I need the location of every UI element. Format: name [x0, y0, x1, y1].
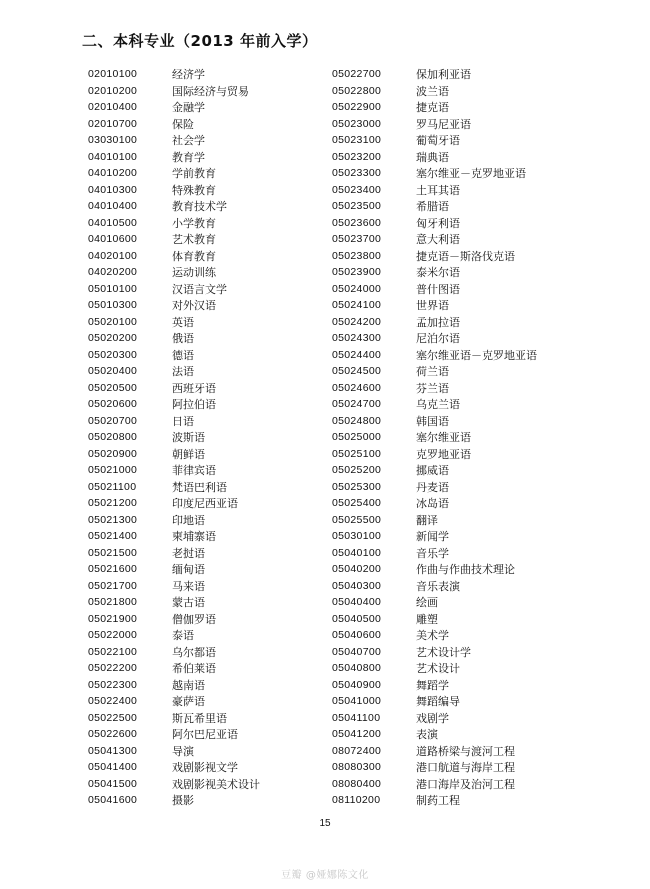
list-item [88, 413, 260, 430]
major-name: 经济学 [172, 68, 205, 82]
major-name: 豪萨语 [172, 695, 205, 709]
major-code: 05041500 [88, 777, 138, 790]
major-code: 04010600 [88, 233, 138, 246]
major-name: 老挝语 [172, 546, 205, 560]
major-name: 制药工程 [416, 794, 460, 808]
list-item [88, 347, 260, 364]
major-code: 05023300 [332, 167, 382, 180]
major-code: 05024300 [332, 332, 382, 345]
major-name: 汉语言文学 [172, 282, 227, 296]
list-item [88, 116, 260, 133]
major-name: 意大利语 [416, 233, 460, 247]
major-name: 匈牙利语 [416, 216, 460, 230]
major-code: 05030100 [332, 530, 382, 543]
major-name: 美术学 [416, 629, 449, 643]
major-name: 冰岛语 [416, 497, 449, 511]
list-item [332, 99, 537, 116]
major-code: 04010400 [88, 200, 138, 213]
list-item [332, 792, 537, 809]
major-name: 泰语 [172, 629, 194, 643]
major-name: 教育学 [172, 150, 205, 164]
major-name: 马来语 [172, 579, 205, 593]
major-code: 05023000 [332, 117, 382, 130]
major-code: 08080300 [332, 761, 382, 774]
major-name: 港口海岸及治河工程 [416, 777, 515, 791]
list-item [332, 594, 537, 611]
major-name: 戏剧影视文学 [172, 761, 238, 775]
major-code: 05021300 [88, 513, 138, 526]
list-item [332, 248, 537, 265]
major-name: 教育技术学 [172, 200, 227, 214]
major-name: 表演 [416, 728, 438, 742]
list-item [332, 66, 537, 83]
list-item [332, 545, 537, 562]
major-name: 捷克语－斯洛伐克语 [416, 249, 515, 263]
major-name: 梵语巴利语 [172, 480, 227, 494]
list-item [88, 281, 260, 298]
major-code: 05020500 [88, 381, 138, 394]
list-item [88, 396, 260, 413]
major-name: 英语 [172, 315, 194, 329]
major-code: 05022900 [332, 101, 382, 114]
list-item [332, 726, 537, 743]
list-item [332, 165, 537, 182]
major-code: 05020700 [88, 414, 138, 427]
list-item [88, 132, 260, 149]
major-code: 05021700 [88, 579, 138, 592]
list-item [88, 231, 260, 248]
major-name: 波斯语 [172, 431, 205, 445]
list-item [88, 363, 260, 380]
major-code: 05020200 [88, 332, 138, 345]
major-code: 05022000 [88, 629, 138, 642]
major-name: 印地语 [172, 513, 205, 527]
major-name: 雕塑 [416, 612, 438, 626]
major-name: 艺术教育 [172, 233, 216, 247]
major-name: 丹麦语 [416, 480, 449, 494]
list-item [88, 594, 260, 611]
major-name: 体育教育 [172, 249, 216, 263]
major-name: 保加利亚语 [416, 68, 471, 82]
major-name: 学前教育 [172, 167, 216, 181]
list-item [332, 528, 537, 545]
major-name: 运动训练 [172, 266, 216, 280]
list-item [88, 182, 260, 199]
major-name: 德语 [172, 348, 194, 362]
major-name: 翻译 [416, 513, 438, 527]
list-item [88, 710, 260, 727]
major-code: 05024700 [332, 398, 382, 411]
list-item [88, 693, 260, 710]
major-code: 05040200 [332, 563, 382, 576]
list-item [88, 380, 260, 397]
list-item [332, 660, 537, 677]
list-item [332, 380, 537, 397]
major-code: 04020200 [88, 266, 138, 279]
major-code: 05020100 [88, 315, 138, 328]
list-item [88, 660, 260, 677]
major-code: 05024600 [332, 381, 382, 394]
list-item [332, 446, 537, 463]
major-name: 韩国语 [416, 414, 449, 428]
list-item [332, 479, 537, 496]
major-code: 05020600 [88, 398, 138, 411]
list-item [332, 83, 537, 100]
major-code: 08080400 [332, 777, 382, 790]
list-item [332, 363, 537, 380]
list-item [332, 611, 537, 628]
list-item [88, 83, 260, 100]
major-name: 导演 [172, 744, 194, 758]
major-code: 05040900 [332, 678, 382, 691]
major-name: 阿尔巴尼亚语 [172, 728, 238, 742]
major-code: 05022100 [88, 645, 138, 658]
major-name: 希伯莱语 [172, 662, 216, 676]
major-code: 05022500 [88, 711, 138, 724]
major-name: 对外汉语 [172, 299, 216, 313]
list-item [88, 66, 260, 83]
list-item [332, 677, 537, 694]
major-code: 08110200 [332, 794, 381, 807]
major-name: 斯瓦希里语 [172, 711, 227, 725]
major-name: 普什图语 [416, 282, 460, 296]
list-item [88, 297, 260, 314]
major-name: 罗马尼亚语 [416, 117, 471, 131]
major-code: 05021200 [88, 497, 138, 510]
major-code: 04010200 [88, 167, 138, 180]
major-code: 05023900 [332, 266, 382, 279]
major-code: 05022800 [332, 84, 382, 97]
major-name: 港口航道与海岸工程 [416, 761, 515, 775]
major-code: 02010700 [88, 117, 138, 130]
major-name: 荷兰语 [416, 365, 449, 379]
list-item [88, 726, 260, 743]
major-code: 05040500 [332, 612, 382, 625]
major-name: 孟加拉语 [416, 315, 460, 329]
list-item [88, 215, 260, 232]
major-code: 05025100 [332, 447, 382, 460]
major-name: 乌尔都语 [172, 645, 216, 659]
major-code: 08072400 [332, 744, 382, 757]
major-code: 04010500 [88, 216, 138, 229]
major-name: 法语 [172, 365, 194, 379]
list-item [88, 248, 260, 265]
major-name: 戏剧影视美术设计 [172, 777, 260, 791]
major-name: 新闻学 [416, 530, 449, 544]
major-code: 05022400 [88, 695, 138, 708]
list-item [332, 710, 537, 727]
major-name: 波兰语 [416, 84, 449, 98]
major-name: 艺术设计 [416, 662, 460, 676]
list-item [88, 578, 260, 595]
left-column-list [88, 66, 260, 809]
major-name: 舞蹈编导 [416, 695, 460, 709]
list-item [332, 347, 537, 364]
list-item [88, 528, 260, 545]
major-name: 俄语 [172, 332, 194, 346]
major-code: 05021900 [88, 612, 138, 625]
major-name: 绘画 [416, 596, 438, 610]
major-name: 土耳其语 [416, 183, 460, 197]
major-code: 02010400 [88, 101, 138, 114]
major-code: 05041600 [88, 794, 138, 807]
major-name: 金融学 [172, 101, 205, 115]
list-item [332, 182, 537, 199]
list-item [332, 281, 537, 298]
major-code: 05025400 [332, 497, 382, 510]
major-code: 05020300 [88, 348, 138, 361]
list-item [332, 297, 537, 314]
list-item [332, 462, 537, 479]
major-name: 尼泊尔语 [416, 332, 460, 346]
major-code: 05021500 [88, 546, 138, 559]
major-code: 05040400 [332, 596, 382, 609]
major-name: 朝鲜语 [172, 447, 205, 461]
list-item [88, 644, 260, 661]
major-code: 05021600 [88, 563, 138, 576]
major-name: 艺术设计学 [416, 645, 471, 659]
list-item [332, 198, 537, 215]
list-item [332, 776, 537, 793]
major-name: 舞蹈学 [416, 678, 449, 692]
list-item [88, 330, 260, 347]
major-code: 05021400 [88, 530, 138, 543]
major-name: 蒙古语 [172, 596, 205, 610]
major-code: 05022300 [88, 678, 138, 691]
major-code: 05021000 [88, 464, 138, 477]
major-name: 柬埔寨语 [172, 530, 216, 544]
list-item [332, 132, 537, 149]
major-code: 05040700 [332, 645, 382, 658]
list-item [88, 479, 260, 496]
list-item [88, 627, 260, 644]
major-name: 塞尔维亚－克罗地亚语 [416, 167, 526, 181]
major-code: 05021100 [88, 480, 137, 493]
major-code: 05024200 [332, 315, 382, 328]
list-item [88, 792, 260, 809]
list-item [88, 429, 260, 446]
list-item [332, 116, 537, 133]
list-item [332, 495, 537, 512]
major-name: 道路桥梁与渡河工程 [416, 744, 515, 758]
list-item [88, 314, 260, 331]
major-name: 克罗地亚语 [416, 447, 471, 461]
list-item [332, 759, 537, 776]
major-code: 05041300 [88, 744, 138, 757]
major-code: 05023800 [332, 249, 382, 262]
list-item [88, 545, 260, 562]
major-code: 05023600 [332, 216, 382, 229]
list-item [88, 165, 260, 182]
major-code: 05023500 [332, 200, 382, 213]
list-item [332, 644, 537, 661]
list-item [332, 578, 537, 595]
list-item [88, 512, 260, 529]
major-code: 02010100 [88, 68, 138, 81]
major-code: 05020900 [88, 447, 138, 460]
major-code: 05025200 [332, 464, 382, 477]
major-name: 菲律宾语 [172, 464, 216, 478]
major-name: 泰米尔语 [416, 266, 460, 280]
major-name: 希腊语 [416, 200, 449, 214]
section-heading: 二、本科专业（2013 年前入学） [82, 32, 318, 50]
major-name: 特殊教育 [172, 183, 216, 197]
major-name: 日语 [172, 414, 194, 428]
major-code: 05010300 [88, 299, 138, 312]
major-code: 05041400 [88, 761, 138, 774]
major-code: 05041000 [332, 695, 382, 708]
major-name: 僧伽罗语 [172, 612, 216, 626]
list-item [332, 215, 537, 232]
major-code: 05010100 [88, 282, 138, 295]
major-name: 乌克兰语 [416, 398, 460, 412]
list-item [332, 743, 537, 760]
major-code: 05020400 [88, 365, 138, 378]
major-name: 捷克语 [416, 101, 449, 115]
major-code: 03030100 [88, 134, 138, 147]
list-item [88, 677, 260, 694]
major-name: 作曲与作曲技术理论 [416, 563, 515, 577]
major-name: 阿拉伯语 [172, 398, 216, 412]
list-item [88, 495, 260, 512]
major-name: 缅甸语 [172, 563, 205, 577]
major-name: 国际经济与贸易 [172, 84, 249, 98]
list-item [88, 198, 260, 215]
major-name: 音乐表演 [416, 579, 460, 593]
major-code: 05021800 [88, 596, 138, 609]
list-item [88, 446, 260, 463]
major-name: 音乐学 [416, 546, 449, 560]
list-item [88, 99, 260, 116]
major-code: 04010100 [88, 150, 138, 163]
list-item [332, 693, 537, 710]
major-code: 05040100 [332, 546, 382, 559]
major-code: 05025300 [332, 480, 382, 493]
major-code: 05023700 [332, 233, 382, 246]
list-item [332, 149, 537, 166]
major-name: 摄影 [172, 794, 194, 808]
page-number: 15 [319, 818, 331, 829]
major-name: 社会学 [172, 134, 205, 148]
list-item [88, 611, 260, 628]
list-item [88, 743, 260, 760]
list-item [88, 561, 260, 578]
major-name: 葡萄牙语 [416, 134, 460, 148]
major-name: 世界语 [416, 299, 449, 313]
major-name: 戏剧学 [416, 711, 449, 725]
list-item [332, 231, 537, 248]
list-item [332, 264, 537, 281]
list-item [332, 512, 537, 529]
major-code: 05023400 [332, 183, 382, 196]
major-code: 05041100 [332, 711, 381, 724]
right-column-list [332, 66, 537, 809]
major-code: 05025000 [332, 431, 382, 444]
list-item [88, 462, 260, 479]
major-code: 05022600 [88, 728, 138, 741]
list-item [88, 776, 260, 793]
list-item [88, 149, 260, 166]
major-name: 芬兰语 [416, 381, 449, 395]
list-item [332, 627, 537, 644]
major-name: 印度尼西亚语 [172, 497, 238, 511]
major-code: 05040600 [332, 629, 382, 642]
major-code: 05024800 [332, 414, 382, 427]
major-name: 小学教育 [172, 216, 216, 230]
list-item [332, 429, 537, 446]
list-item [332, 330, 537, 347]
list-item [332, 413, 537, 430]
major-name: 瑞典语 [416, 150, 449, 164]
major-code: 05040800 [332, 662, 382, 675]
major-name: 塞尔维亚语－克罗地亚语 [416, 348, 537, 362]
major-code: 04010300 [88, 183, 138, 196]
major-code: 05022700 [332, 68, 382, 81]
list-item [332, 561, 537, 578]
list-item [332, 314, 537, 331]
major-code: 05040300 [332, 579, 382, 592]
major-code: 05023100 [332, 134, 382, 147]
major-code: 05024400 [332, 348, 382, 361]
watermark: 豆瓣 @娅娜陈文化 [281, 870, 369, 881]
major-name: 挪威语 [416, 464, 449, 478]
major-code: 05023200 [332, 150, 382, 163]
major-code: 04020100 [88, 249, 138, 262]
major-code: 05024100 [332, 299, 382, 312]
list-item [88, 759, 260, 776]
major-code: 05025500 [332, 513, 382, 526]
major-name: 保险 [172, 117, 194, 131]
major-code: 05020800 [88, 431, 138, 444]
major-code: 05041200 [332, 728, 382, 741]
major-name: 塞尔维亚语 [416, 431, 471, 445]
major-code: 05022200 [88, 662, 138, 675]
major-code: 05024500 [332, 365, 382, 378]
major-code: 02010200 [88, 84, 138, 97]
major-name: 越南语 [172, 678, 205, 692]
list-item [332, 396, 537, 413]
major-name: 西班牙语 [172, 381, 216, 395]
major-code: 05024000 [332, 282, 382, 295]
list-item [88, 264, 260, 281]
